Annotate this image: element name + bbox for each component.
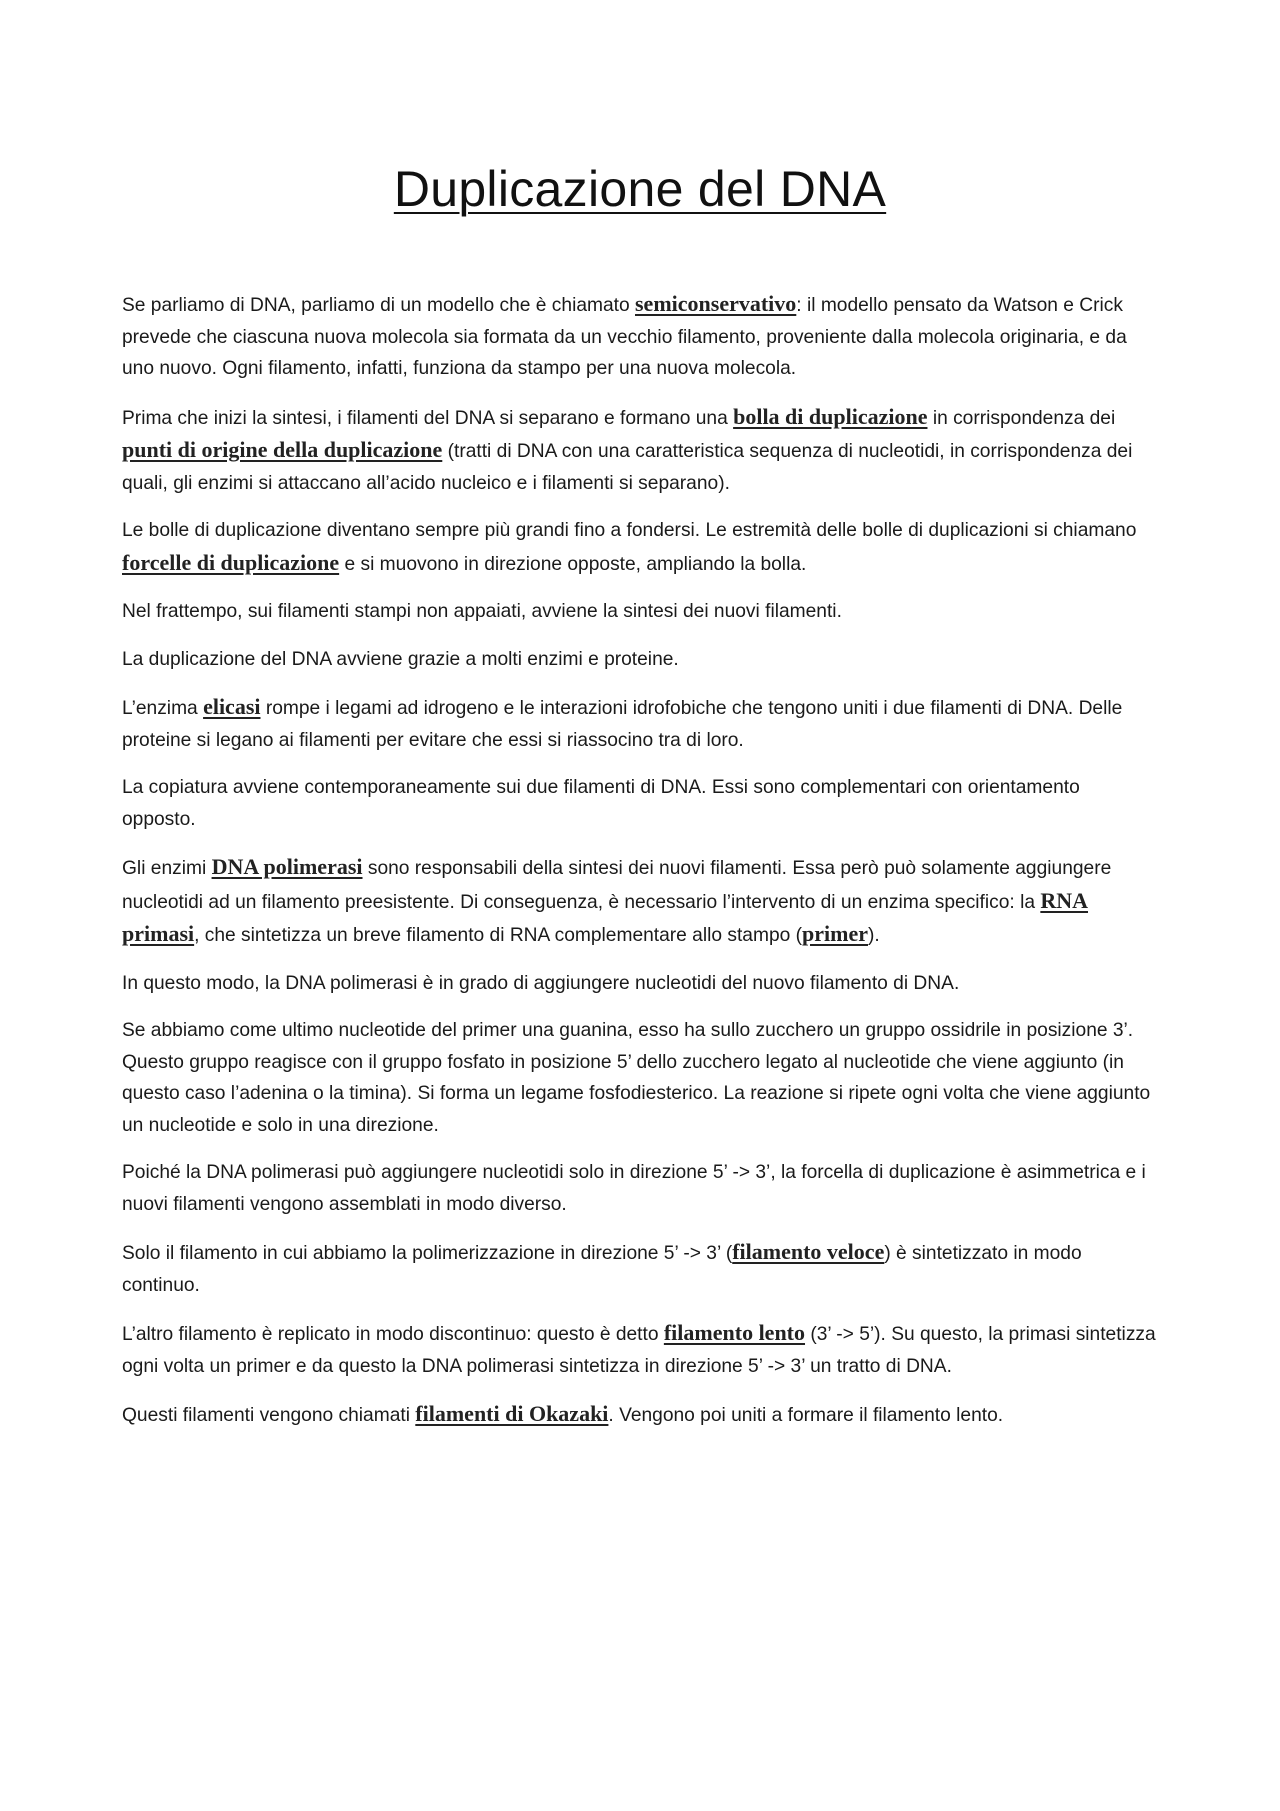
key-term: elicasi [203,694,261,719]
key-term: semiconservativo [635,291,797,316]
paragraph [122,1317,1158,1382]
document-body [122,288,1158,1432]
paragraph-text: ). [868,925,880,946]
paragraph-text: Se parliamo di DNA, parliamo di un modello che è chiamato [122,295,635,316]
paragraph-text: Le bolle di duplicazione diventano sempre più grandi fino a fondersi. Le estremità delle bolle di duplicazioni si chiamano [122,520,1137,541]
paragraph [122,1398,1158,1432]
paragraph-text: rompe i legami ad idrogeno e le interazioni idrofobiche che tengono uniti i due filamenti di DNA. Delle proteine si legano ai filamenti per evitare che essi si riassocino tra di loro. [122,698,1123,751]
key-term: forcelle di duplicazione [122,549,340,575]
key-term: RNA primasi [122,887,1089,946]
paragraph [122,691,1158,756]
paragraph-text: Nel frattempo, sui filamenti stampi non appaiati, avviene la sintesi dei nuovi filamenti. [122,601,842,622]
key-term: punti di origine della duplicazione [122,437,443,462]
paragraph-text: Gli enzimi [122,858,212,879]
paragraph-text: . Vengono poi uniti a formare il filamento lento. [608,1405,1004,1426]
paragraph [122,1157,1158,1220]
paragraph [122,968,1158,1000]
paragraph-text: La copiatura avviene contemporaneamente sui due filamenti di DNA. Essi sono complementari con orientamento opposto. [122,777,1080,830]
paragraph-text: L’altro filamento è replicato in modo discontinuo: questo è detto [122,1324,664,1345]
key-term: DNA polimerasi [211,854,363,879]
paragraph-text: (3’ -> 5’). Su questo, la primasi sintetizza ogni volta un primer e da questo la DNA polimerasi sintetizza in direzione 5’ -> 3’ un tratto di DNA. [122,1324,1156,1377]
paragraph-text: e si muovono in direzione opposte, ampliando la bolla. [339,553,807,575]
paragraph-text: Questi filamenti vengono chiamati [122,1405,416,1426]
paragraph [122,515,1158,580]
key-term: filamenti di Okazaki [415,1401,609,1426]
paragraph-text: in corrispondenza dei [927,407,1116,429]
paragraph-text: L’enzima [122,698,204,719]
paragraph [122,1236,1158,1301]
paragraph-text: Poiché la DNA polimerasi può aggiungere nucleotidi solo in direzione 5’ -> 3’, la forcella di duplicazione è asimmetrica e i nuovi filamenti vengono assemblati in modo diverso. [122,1162,1146,1215]
key-term: filamento lento [663,1320,806,1345]
paragraph [122,644,1158,676]
paragraph-text: : il modello pensato da Watson e Crick prevede che ciascuna nuova molecola sia formata da un vecchio filamento, proveniente dalla molecola originaria, e da uno nuovo. Ogni filamento, infatti, funziona da stampo per una nuova molecola. [122,295,1127,379]
paragraph-text: (tratti di DNA con una caratteristica sequenza di nucleotidi, in corrispondenza dei quali, gli enzimi si attaccano all’acido nucleico e i filamenti si separano). [122,441,1133,494]
paragraph-text: Prima che inizi la sintesi, i filamenti del DNA si separano e formano una [122,407,734,429]
paragraph [122,851,1158,952]
paragraph-text: , che sintetizza un breve filamento di RNA complementare allo stampo ( [194,925,803,946]
key-term: primer [802,921,868,946]
paragraph [122,772,1158,835]
paragraph [122,401,1158,500]
key-term: bolla di duplicazione [733,403,928,429]
paragraph-text: sono responsabili della sintesi dei nuovi filamenti. Essa però può solamente aggiungere nucleotidi ad un filamento preesistente. Di conseguenza, è necessario l’intervento di un enzima specifico: la [122,858,1112,913]
paragraph-text: La duplicazione del DNA avviene grazie a molti enzimi e proteine. [122,648,679,670]
paragraph-text: Se abbiamo come ultimo nucleotide del primer una guanina, esso ha sullo zucchero un gruppo ossidrile in posizione 3’. Questo gruppo reagisce con il gruppo fosfato in posizione 5’ dello zucchero legato al nucleotide che viene aggiunto (in questo caso l’adenina o la timina). Si forma un legame fosfodiesterico. La reazione si ripete ogni volta che viene aggiunto un nucleotide e solo in una direzione. [122,1020,1151,1136]
paragraph-text: In questo modo, la DNA polimerasi è in grado di aggiungere nucleotidi del nuovo filamento di DNA. [122,972,960,994]
key-term: filamento veloce [732,1239,885,1264]
paragraph [122,1015,1158,1141]
document-title: Duplicazione del DNA [393,161,887,217]
paragraph-text: Solo il filamento in cui abbiamo la polimerizzazione in direzione 5’ -> 3’ ( [122,1243,733,1264]
paragraph [122,288,1158,385]
paragraph-text: ) è sintetizzato in modo continuo. [122,1243,1082,1296]
paragraph [122,596,1158,628]
